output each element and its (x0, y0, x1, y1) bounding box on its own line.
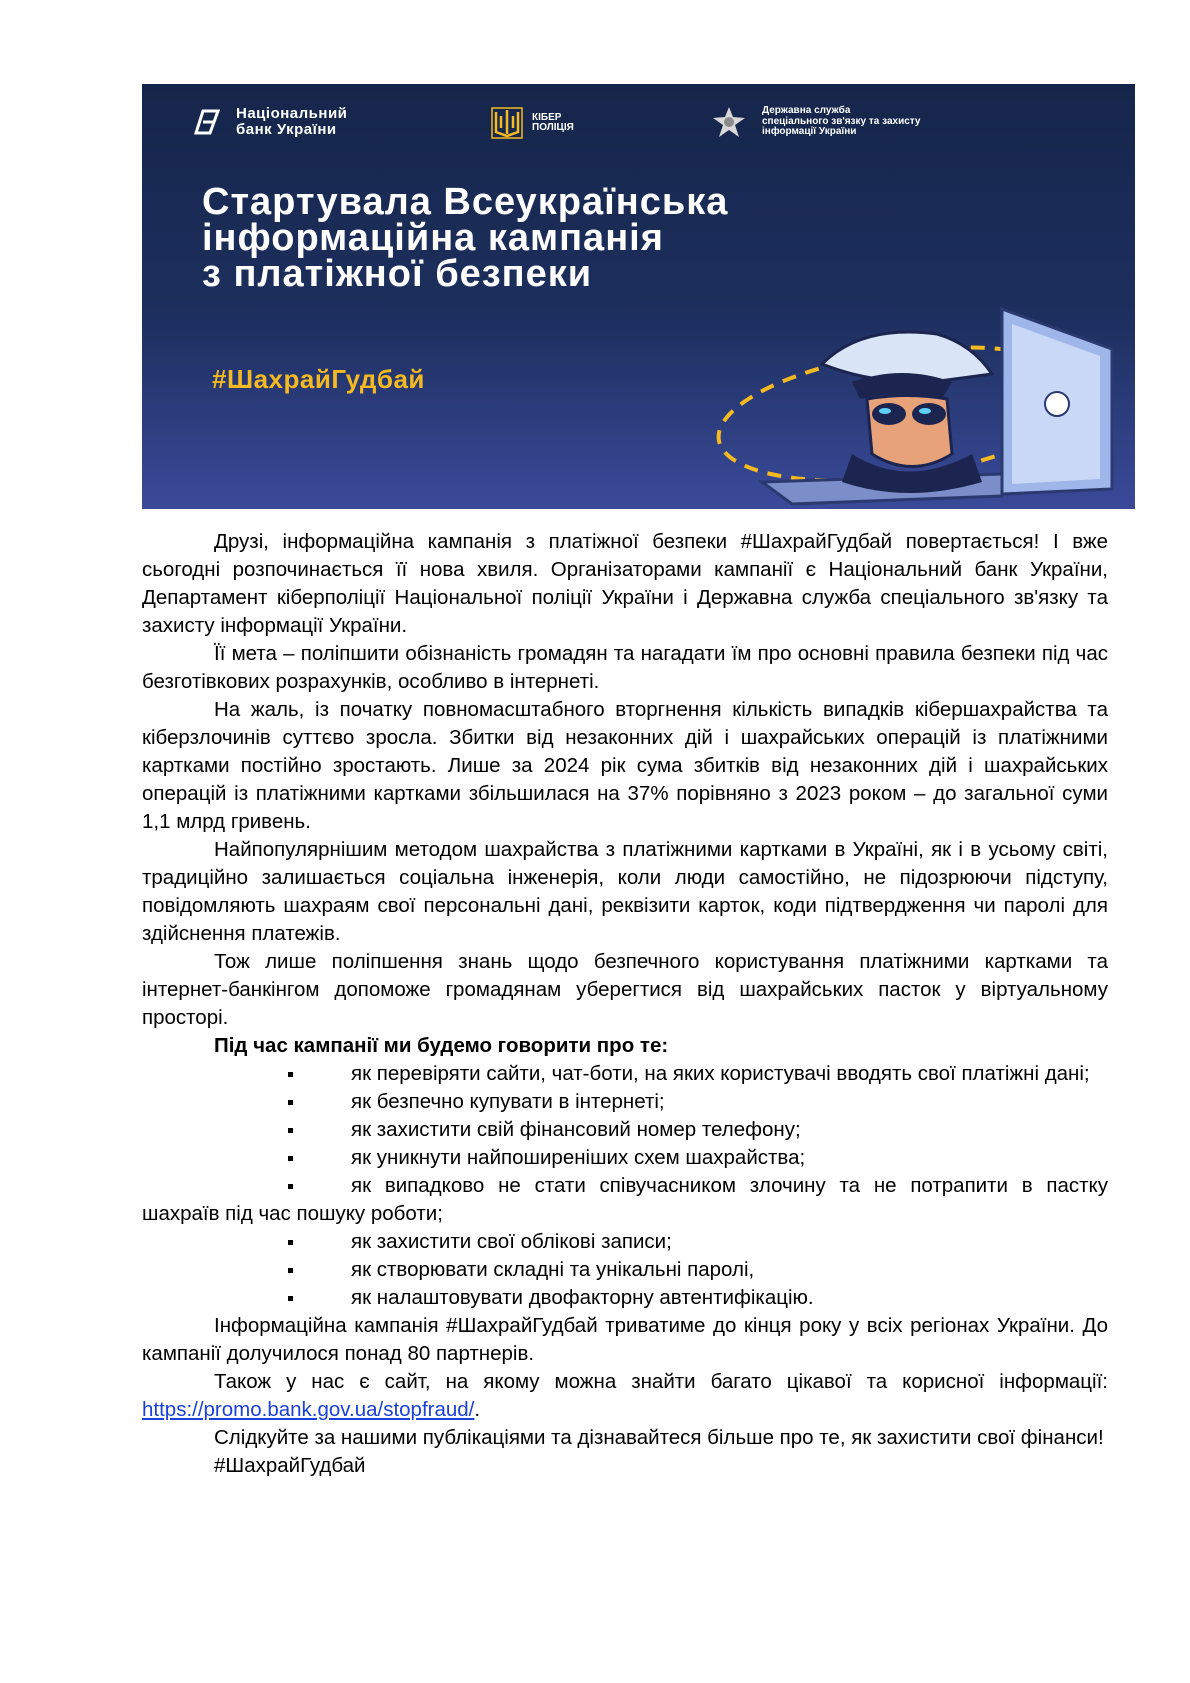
cyberpolice-line1: КІБЕР (532, 111, 562, 123)
list-item (142, 1228, 1108, 1256)
nbu-logo (194, 106, 347, 138)
dsszzi-line2: спеціального зв'язку та захисту (762, 115, 921, 127)
paragraph-knowledge: Тож лише поліпшення знань щодо безпечного користування платіжними картками та інтернет-банкінгом допоможе громадянам уберегтися від шахрайських пасток у віртуальному просторі. (142, 950, 1108, 1029)
nbu-logo-line1: Національний (236, 105, 348, 122)
bullet-square-icon (288, 1156, 293, 1161)
article-body (142, 528, 1108, 1480)
list-item (142, 1088, 1108, 1116)
list-item-text: як уникнути найпоширеніших схем шахрайства; (351, 1146, 806, 1169)
list-item-text: як випадково не стати співучасником злочину та не потрапити в пастку шахраїв під час пошуку роботи; (142, 1174, 1108, 1225)
banner-title-line3: з платіжної безпеки (202, 253, 593, 295)
list-item-text: як безпечно купувати в інтернеті; (351, 1090, 665, 1113)
bullet-square-icon (288, 1072, 293, 1077)
website-text: Також у нас є сайт, на якому можна знайти багато цікавої та корисної інформації: (214, 1370, 1108, 1393)
list-item-text: як створювати складні та унікальні паролі, (351, 1258, 755, 1281)
website-text-end: . (474, 1398, 481, 1421)
bullet-square-icon (288, 1240, 293, 1245)
list-item (142, 1256, 1108, 1284)
closing-hashtag: #ШахрайГудбай (214, 1454, 366, 1477)
campaign-banner (142, 84, 1135, 509)
bullet-square-icon (288, 1100, 293, 1105)
list-item (142, 1144, 1108, 1172)
banner-hashtag: #ШахрайГудбай (212, 364, 425, 394)
paragraph-website (142, 1368, 1108, 1424)
bullet-square-icon (288, 1128, 293, 1133)
bullet-square-icon (288, 1268, 293, 1273)
list-item-text: як перевіряти сайти, чат-боти, на яких користувачі вводять свої платіжні дані; (351, 1062, 1090, 1085)
list-heading: Під час кампанії ми будемо говорити про те: (214, 1034, 669, 1057)
paragraph-duration: Інформаційна кампанія #ШахрайГудбай триватиме до кінця року у всіх регіонах України. До кампанії долучилося понад 80 партнерів. (142, 1314, 1108, 1365)
paragraph-goal: Її мета – поліпшити обізнаність громадян та нагадати їм про основні правила безпеки під час безготівкових розрахунків, особливо в інтернеті. (142, 642, 1108, 693)
dsszzi-line3: інформації України (762, 126, 857, 138)
list-item (142, 1284, 1108, 1312)
nbu-logo-line2: банк України (236, 120, 337, 138)
nbu-emblem-icon (194, 109, 224, 135)
hacker-laptop-illustration (702, 304, 1135, 509)
paragraph-statistics: На жаль, із початку повномасштабного вторгнення кількість випадків кібершахрайства та кіберзлочинів суттєво зросла. Збитки від незаконних дій і шахрайських операцій із платіжними картками постійно зростають. Лише за 2024 рік сума збитків від незаконних дій і шахрайських операцій із платіжними картками збільшилася на 37% порівняно з 2023 роком – до загальної суми 1,1 млрд гривень. (142, 698, 1108, 833)
dsszzi-emblem-icon (712, 106, 746, 138)
cyberpolice-line2: ПОЛІЦІЯ (532, 122, 574, 133)
cyberpolice-logo (490, 106, 574, 140)
paragraph-follow: Слідкуйте за нашими публікаціями та дізнавайтеся більше про те, як захистити свої фінанси! (214, 1426, 1104, 1449)
bullet-square-icon (288, 1184, 293, 1189)
paragraph-social-engineering: Найпопулярнішим методом шахрайства з платіжними картками в Україні, як і в усьому світі, традиційно залишається соціальна інженерія, коли люди самостійно, не підозрюючи підступу, повідомляють шахраям свої персональні дані, реквізити карток, коди підтвердження чи паролі для здійснення платежів. (142, 838, 1108, 945)
list-item (142, 1172, 1108, 1228)
stopfraud-link[interactable]: https://promo.bank.gov.ua/stopfraud/ (142, 1398, 475, 1421)
trident-icon (490, 106, 524, 140)
list-item-text: як захистити свої облікові записи; (351, 1230, 672, 1253)
dsszzi-logo (712, 106, 920, 138)
dsszzi-line1: Державна служба (762, 105, 851, 117)
banner-title (202, 181, 1062, 295)
bullet-square-icon (288, 1296, 293, 1301)
banner-title-line1: Стартувала Всеукраїнська (202, 181, 729, 223)
list-item-text: як налаштовувати двофакторну автентифікацію. (351, 1286, 814, 1309)
banner-title-line2: інформаційна кампанія (202, 217, 664, 259)
list-item-text: як захистити свій фінансовий номер телефону; (351, 1118, 801, 1141)
list-item (142, 1116, 1108, 1144)
list-item (142, 1060, 1108, 1088)
paragraph-intro: Друзі, інформаційна кампанія з платіжної безпеки #ШахрайГудбай повертається! І вже сьогодні розпочинається її нова хвиля. Організаторами кампанії є Національний банк України, Департамент кіберполіції Національної поліції України і Державна служба спеціального зв'язку та захисту інформації України. (142, 530, 1108, 637)
